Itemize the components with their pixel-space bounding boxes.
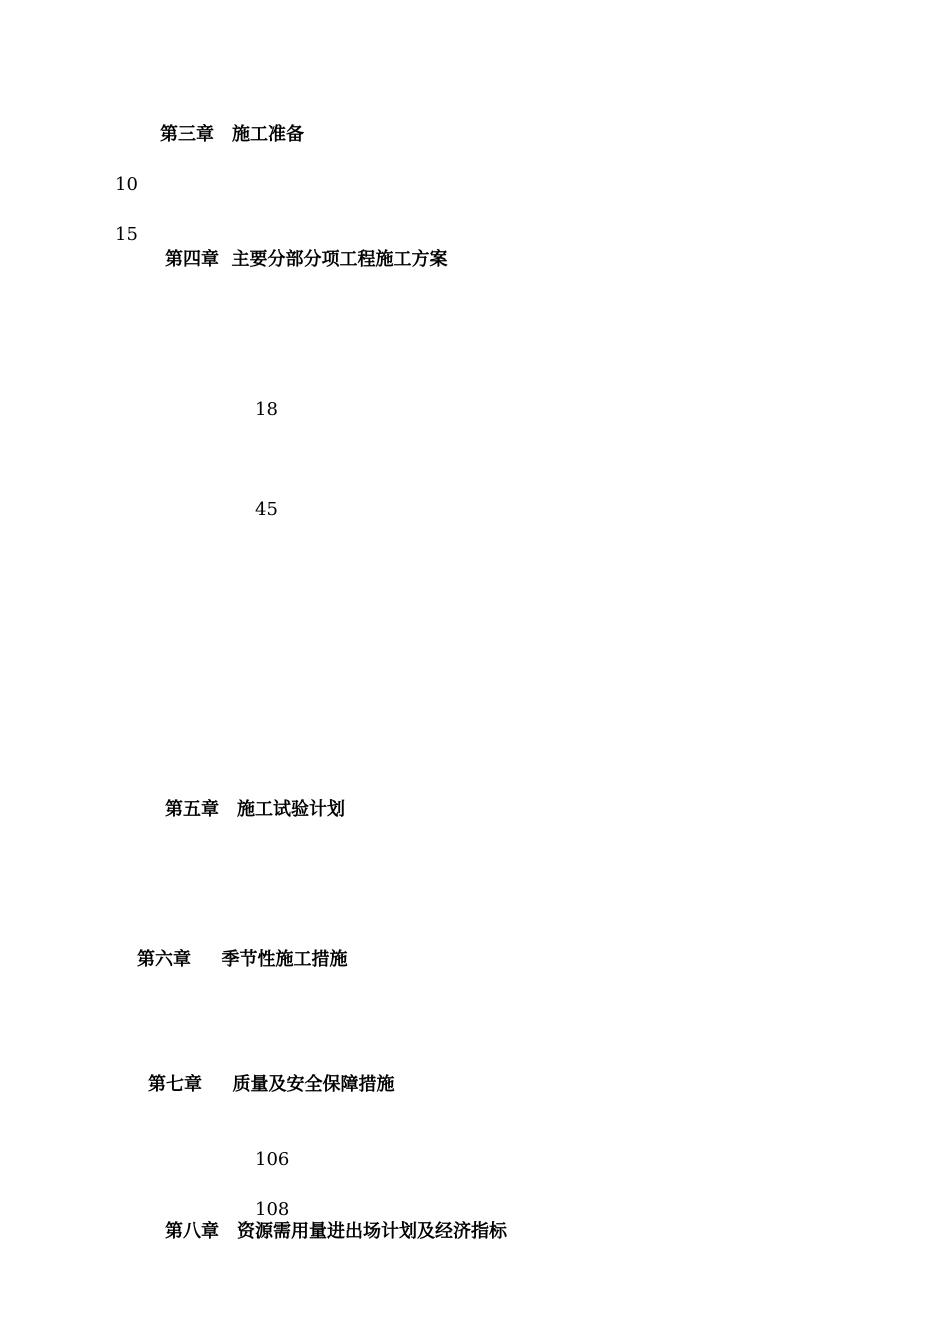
toc-entry [222, 899, 884, 921]
chapter-heading: 第四章 主要分部分项工程施工方案 [165, 249, 448, 270]
toc-entry [222, 1124, 884, 1146]
toc-entry [232, 974, 884, 996]
toc-entry-cont [255, 649, 455, 671]
toc-entry [232, 424, 884, 446]
entry-page: 10 [115, 174, 138, 195]
toc-entry [232, 474, 884, 496]
toc-entry [236, 199, 884, 221]
toc-entry [232, 574, 884, 596]
toc-entry-cont [255, 724, 455, 746]
toc-entry [232, 524, 884, 546]
toc-entry-cont [255, 924, 455, 946]
toc-entry-cont [255, 299, 555, 321]
entry-page: 45 [255, 499, 278, 520]
toc-entry [222, 1174, 884, 1196]
toc-entry-cont [255, 774, 455, 796]
entry-page: 106 [255, 1149, 290, 1170]
toc-entry-cont [115, 999, 315, 1021]
toc-entry [248, 99, 848, 121]
chapter-heading: 第三章 施工准备 [160, 124, 304, 145]
toc-entry [232, 674, 892, 696]
toc-entry [222, 824, 884, 846]
toc-entry [222, 1099, 862, 1121]
toc-entry [236, 149, 884, 171]
toc-entry [232, 749, 884, 771]
toc-entry-cont [255, 549, 455, 571]
toc-entry-cont [255, 349, 555, 371]
toc-entry [222, 874, 862, 896]
toc-entry-cont [255, 1049, 455, 1071]
toc-entry [232, 699, 884, 721]
toc-entry-cont [255, 849, 555, 871]
chapter-heading: 第六章 季节性施工措施 [137, 949, 348, 970]
toc-entry [232, 374, 884, 396]
toc-entry-cont [255, 599, 455, 621]
chapter-heading: 第八章 资源需用量进出场计划及经济指标 [165, 1221, 507, 1242]
toc-entry [232, 624, 884, 646]
toc-entry [208, 1246, 848, 1268]
chapter-heading: 第七章 质量及安全保障措施 [148, 1074, 395, 1095]
entry-page: 18 [255, 399, 278, 420]
chapter-heading: 第五章 施工试验计划 [165, 799, 345, 820]
toc-entry [232, 274, 884, 296]
toc-entry [232, 324, 884, 346]
entry-page: 108 [255, 1199, 290, 1220]
toc-entry-cont [255, 449, 455, 471]
toc-entry [222, 1024, 884, 1046]
entry-page: 15 [115, 224, 138, 245]
